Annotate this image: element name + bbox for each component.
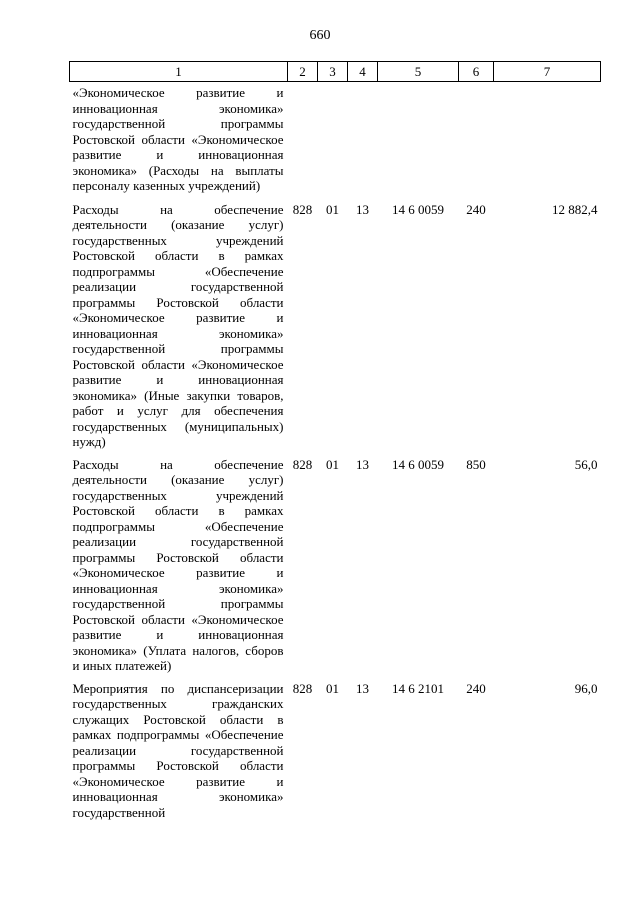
- row-description: «Экономическое развитие и инновационная экономика» государственной программы Ростовской области «Экономическое развитие и инновационная экономика» (Расходы на выплаты персоналу казенных учреждений): [72, 85, 284, 193]
- row-col-2: 828: [292, 456, 313, 472]
- row-col-3: 01: [326, 201, 339, 217]
- row-col-4: 13: [356, 201, 369, 217]
- row-amount: [494, 82, 601, 202]
- header-col-4: 4: [348, 62, 378, 82]
- row-amount: 96,0: [574, 680, 598, 696]
- row-col-4: 13: [356, 680, 369, 696]
- row-col-4: [348, 82, 378, 202]
- row-col-2: 828: [292, 201, 313, 217]
- header-col-1: 1: [70, 62, 288, 82]
- header-col-5: 5: [378, 62, 459, 82]
- row-col-5: 14 6 2101: [392, 680, 444, 696]
- row-amount: 56,0: [574, 456, 598, 472]
- header-col-3: 3: [318, 62, 348, 82]
- row-col-6: 240: [466, 201, 486, 217]
- row-amount: 12 882,4: [552, 201, 598, 217]
- row-description: Расходы на обеспечение деятельности (оказание услуг) государственных учреждений Ростовской области в рамках подпрограммы «Обеспечение реализации государственной программы Ростовской области «Экономическое развитие и инновационная экономика» государственной программы Ростовской области «Экономическое развитие и инновационная экономика» (Уплата налогов, сборов и иных платежей): [72, 456, 284, 673]
- row-col-6: 240: [466, 680, 486, 696]
- row-col-5: 14 6 0059: [392, 201, 444, 217]
- header-col-2: 2: [288, 62, 318, 82]
- header-col-6: 6: [459, 62, 494, 82]
- row-col-4: 13: [356, 456, 369, 472]
- row-col-2: 828: [292, 680, 313, 696]
- row-col-6: [459, 82, 494, 202]
- row-col-2: [288, 82, 318, 202]
- row-description: Расходы на обеспечение деятельности (оказание услуг) государственных учреждений Ростовской области в рамках подпрограммы «Обеспечение реализации государственной программы Ростовской области «Экономическое развитие и инновационная экономика» государственной программы Ростовской области «Экономическое развитие и инновационная экономика» (Иные закупки товаров, работ и услуг для обеспечения государственных (муниципальных) нужд): [72, 201, 284, 449]
- header-row: [70, 62, 601, 82]
- row-col-5: 14 6 0059: [392, 456, 444, 472]
- row-col-5: [378, 82, 459, 202]
- table-row: [70, 202, 601, 457]
- row-col-6: 850: [466, 456, 486, 472]
- table-row: [70, 681, 601, 828]
- table-row: [70, 82, 601, 202]
- header-col-7: 7: [494, 62, 601, 82]
- row-col-3: 01: [326, 680, 339, 696]
- row-description: Мероприятия по диспансеризации государственных гражданских служащих Ростовской области в рамках подпрограммы «Обеспечение реализации государственной программы Ростовской области «Экономическое развитие и инновационная экономика» государственной: [72, 680, 284, 820]
- row-col-3: 01: [326, 456, 339, 472]
- budget-table: [69, 61, 601, 827]
- row-col-3: [318, 82, 348, 202]
- page-number: 660: [309, 28, 331, 43]
- table-row: [70, 457, 601, 681]
